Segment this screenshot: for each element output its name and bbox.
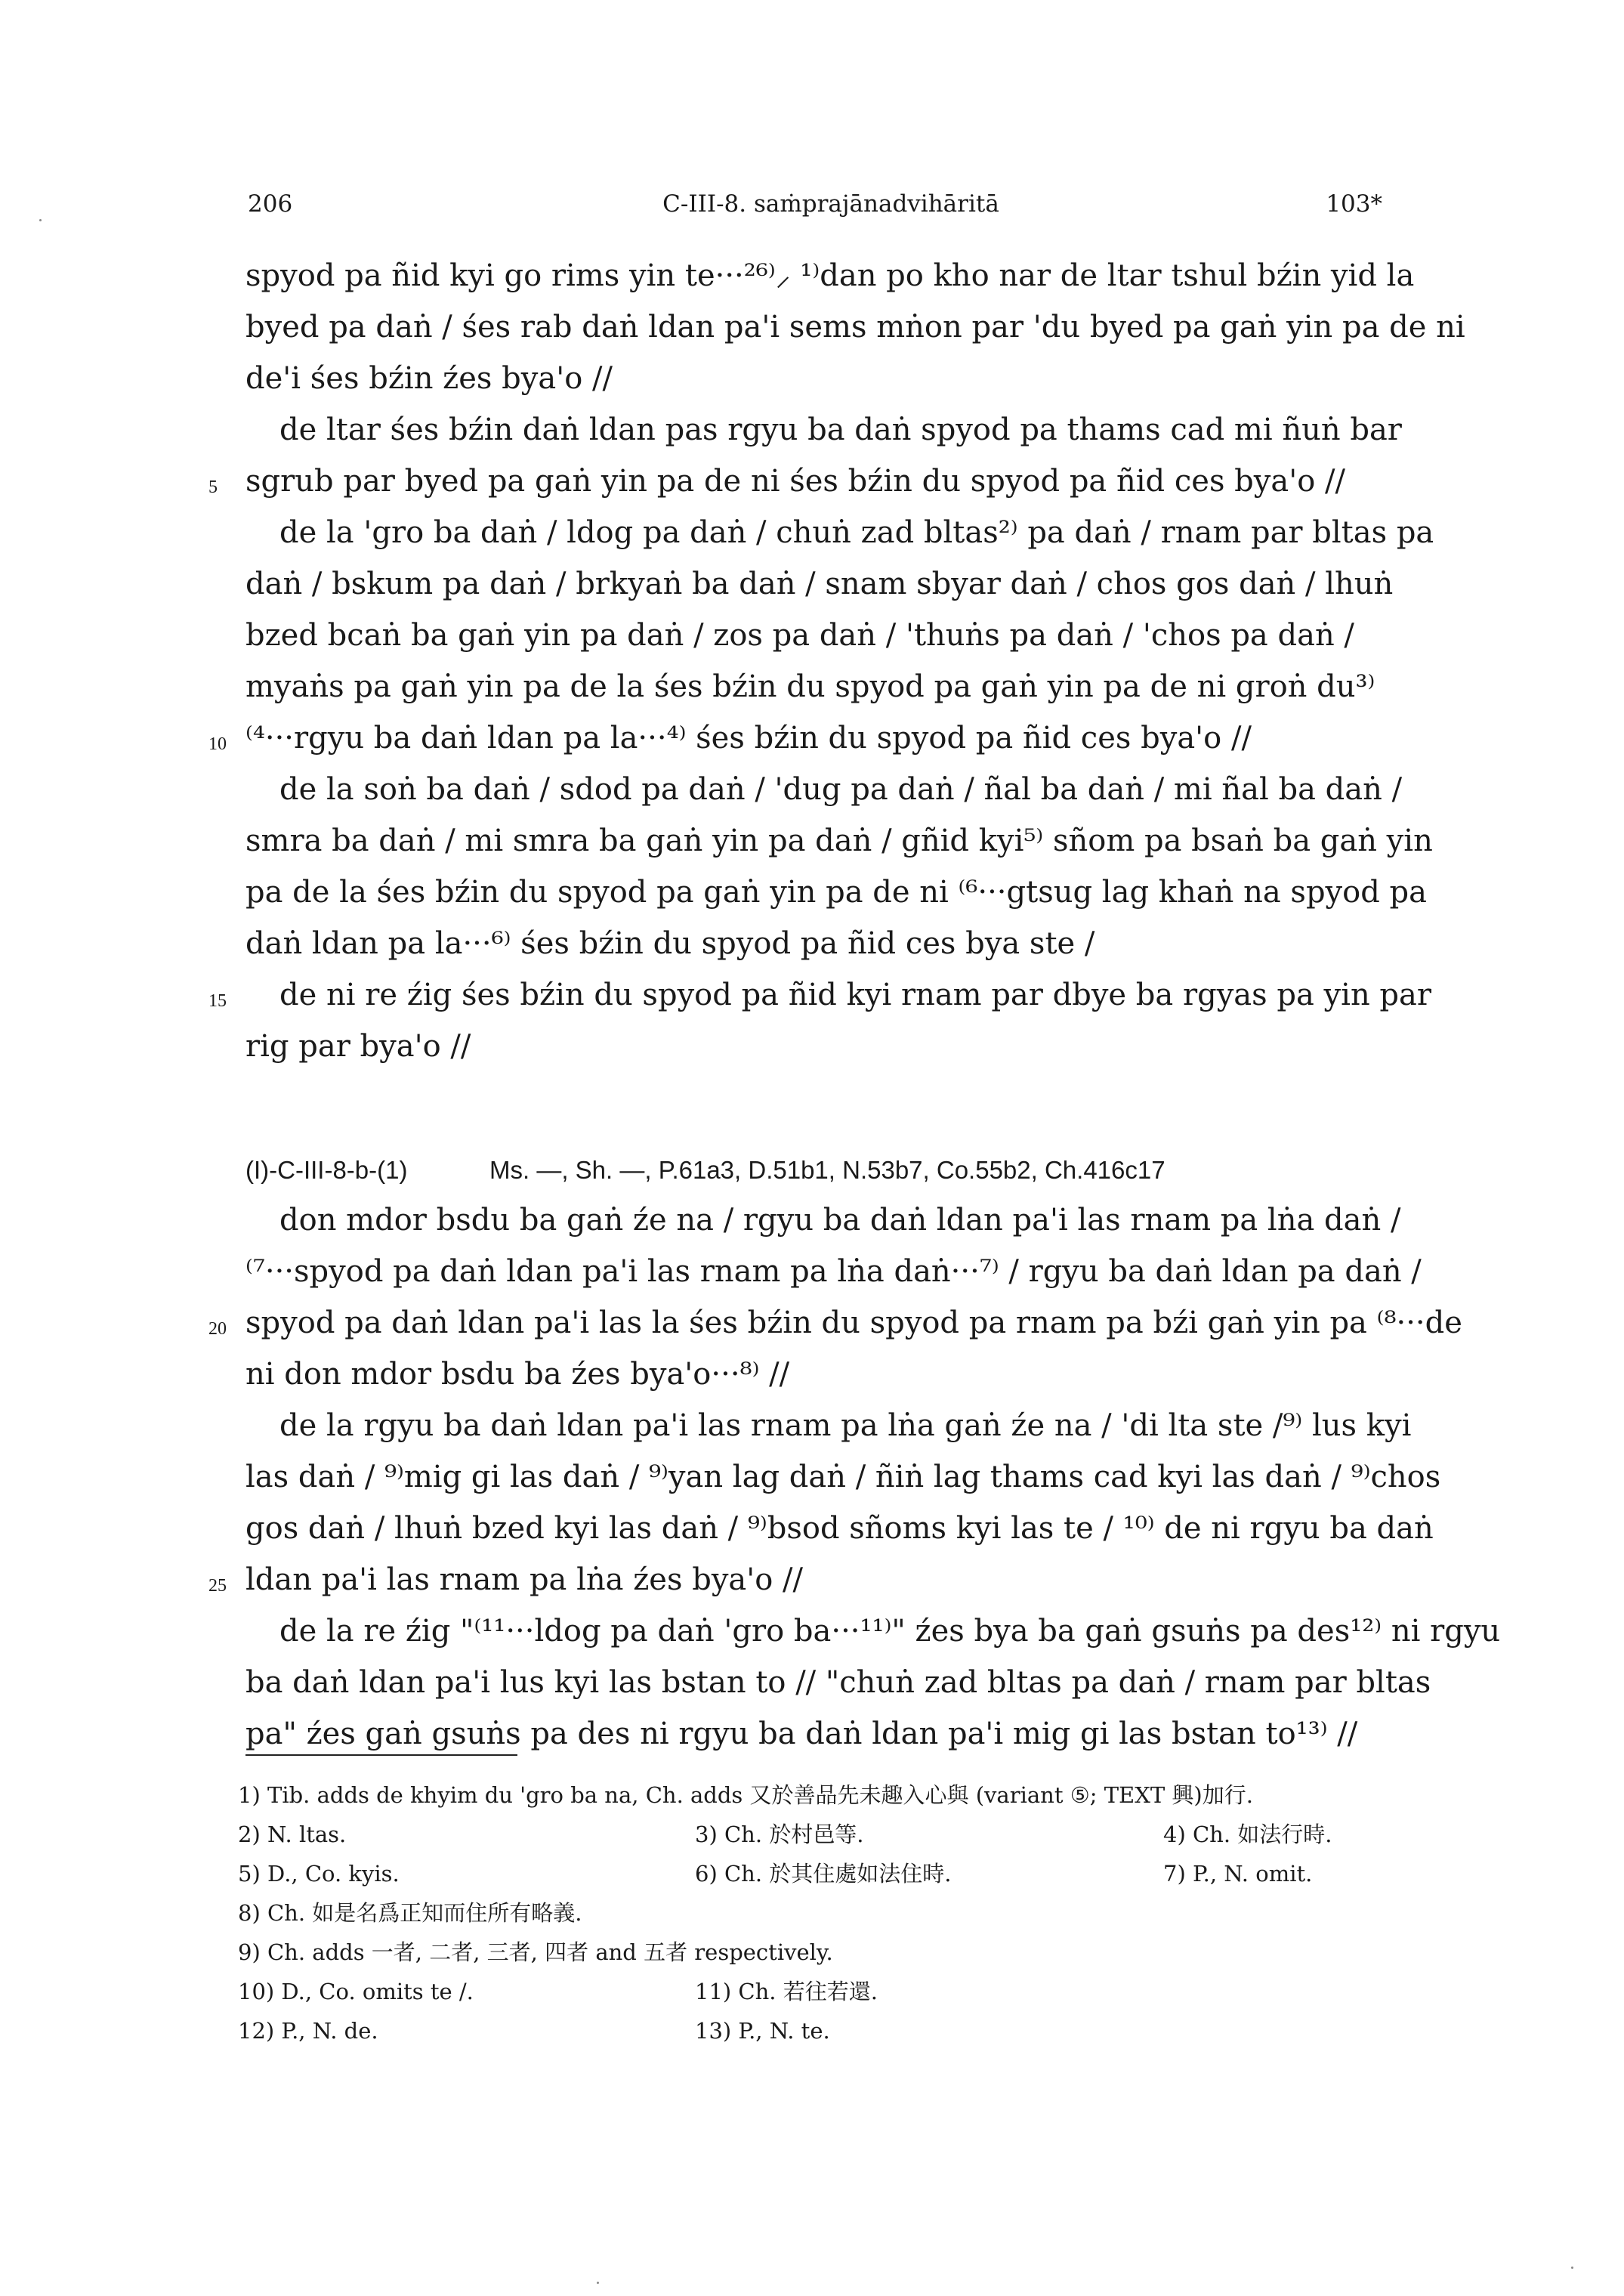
footnote: 1) Tib. adds de khyim du 'gro ba na, Ch. adds 又於善品先未趣入心與 (variant ⑤; TEXT 興)加行. xyxy=(238,1782,1253,1808)
footnote: 6) Ch. 於其住處如法住時. xyxy=(695,1861,952,1887)
text-line: gos daṅ / lhuṅ bzed kyi las daṅ / ⁹⁾bsod sñoms kyi las te / ¹⁰⁾ de ni rgyu ba daṅ xyxy=(245,1511,1434,1546)
section-heading xyxy=(245,1156,1166,1185)
text-line: pa" źes gaṅ gsuṅs pa des ni rgyu ba daṅ ldan pa'i mig gi las bstan to¹³⁾ // xyxy=(245,1717,1358,1751)
text-line: de la 'gro ba daṅ / ldog pa daṅ / chuṅ zad bltas²⁾ pa daṅ / rnam par bltas pa xyxy=(279,515,1434,550)
text-line: de la rgyu ba daṅ ldan pa'i las rnam pa lṅa gaṅ źe na / 'di lta ste /⁹⁾ lus kyi xyxy=(279,1408,1412,1443)
footnote: 12) P., N. de. xyxy=(238,2018,378,2044)
footnote: 10) D., Co. omits te /. xyxy=(238,1979,474,2004)
text-line: las daṅ / ⁹⁾mig gi las daṅ / ⁹⁾yan lag daṅ / ñiṅ lag thams cad kyi las daṅ / ⁹⁾chos xyxy=(245,1460,1441,1494)
line-number: 20 xyxy=(208,1319,227,1339)
text-line: spyod pa ñid kyi go rims yin te···²⁶⁾⸝ ¹⁾dan po kho nar de ltar tshul bźin yid la xyxy=(245,258,1415,293)
text-line: smra ba daṅ / mi smra ba gaṅ yin pa daṅ / gñid kyi⁵⁾ sñom pa bsaṅ ba gaṅ yin xyxy=(245,824,1433,858)
running-title: C-III-8. saṁprajānadvihāritā xyxy=(662,190,999,218)
footnote: 7) P., N. omit. xyxy=(1163,1861,1313,1887)
scan-speck xyxy=(597,2282,599,2284)
footnote: 9) Ch. adds 一者, 二者, 三者, 四者 and 五者 respectively. xyxy=(238,1939,833,1965)
text-line: myaṅs pa gaṅ yin pa de la śes bźin du spyod pa gaṅ yin pa de ni groṅ du³⁾ xyxy=(245,669,1375,704)
text-line: ba daṅ ldan pa'i lus kyi las bstan to // "chuṅ zad bltas pa daṅ / rnam par bltas xyxy=(245,1665,1431,1700)
scan-speck xyxy=(1571,2267,1573,2269)
footnote: 5) D., Co. kyis. xyxy=(238,1861,400,1887)
text-line: ⁽⁴···rgyu ba daṅ ldan pa la···⁴⁾ śes bźin du spyod pa ñid ces bya'o // xyxy=(245,721,1252,756)
line-number: 10 xyxy=(208,734,227,754)
text-line: bzed bcaṅ ba gaṅ yin pa daṅ / zos pa daṅ / 'thuṅs pa daṅ / 'chos pa daṅ / xyxy=(245,618,1354,653)
text-line: daṅ / bskum pa daṅ / brkyaṅ ba daṅ / snam sbyar daṅ / chos gos daṅ / lhuṅ xyxy=(245,567,1394,601)
text-line: de'i śes bźin źes bya'o // xyxy=(245,361,613,396)
text-line: ⁽⁷···spyod pa daṅ ldan pa'i las rnam pa lṅa daṅ···⁷⁾ / rgyu ba daṅ ldan pa daṅ / xyxy=(245,1254,1422,1289)
footnote-rule xyxy=(245,1754,517,1756)
text-line: sgrub par byed pa gaṅ yin pa de ni śes bźin du spyod pa ñid ces bya'o // xyxy=(245,464,1345,499)
text-line: de ni re źig śes bźin du spyod pa ñid kyi rnam par dbye ba rgyas pa yin par xyxy=(279,978,1431,1012)
text-line: de ltar śes bźin daṅ ldan pas rgyu ba daṅ spyod pa thams cad mi ñuṅ bar xyxy=(279,413,1402,447)
section-refs: Ms. —, Sh. —, P.61a3, D.51b1, N.53b7, Co.55b2, Ch.416c17 xyxy=(489,1156,1166,1184)
folio-number: 103* xyxy=(1326,190,1382,218)
footnote: 8) Ch. 如是名爲正知而住所有略義. xyxy=(238,1900,582,1926)
footnote: 3) Ch. 於村邑等. xyxy=(695,1822,864,1847)
text-line: pa de la śes bźin du spyod pa gaṅ yin pa de ni ⁽⁶···gtsug lag khaṅ na spyod pa xyxy=(245,875,1428,910)
text-line: don mdor bsdu ba gaṅ źe na / rgyu ba daṅ ldan pa'i las rnam pa lṅa daṅ / xyxy=(279,1203,1401,1238)
page-number: 206 xyxy=(248,190,293,218)
text-line: rig par bya'o // xyxy=(245,1029,471,1064)
text-line: daṅ ldan pa la···⁶⁾ śes bźin du spyod pa ñid ces bya ste / xyxy=(245,926,1095,961)
text-line: de la soṅ ba daṅ / sdod pa daṅ / 'dug pa daṅ / ñal ba daṅ / mi ñal ba daṅ / xyxy=(279,772,1403,807)
footnote: 4) Ch. 如法行時. xyxy=(1163,1822,1332,1847)
footnote: 2) N. ltas. xyxy=(238,1822,347,1847)
section-tag: (I)-C-III-8-b-(1) xyxy=(245,1156,408,1184)
scan-speck xyxy=(39,219,42,221)
text-line: de la re źig "⁽¹¹···ldog pa daṅ 'gro ba···¹¹⁾" źes bya ba gaṅ gsuṅs pa des¹²⁾ ni rgyu xyxy=(279,1614,1501,1649)
line-number: 25 xyxy=(208,1576,227,1596)
text-line: ldan pa'i las rnam pa lṅa źes bya'o // xyxy=(245,1562,804,1597)
footnote: 13) P., N. te. xyxy=(695,2018,830,2044)
line-number: 15 xyxy=(208,991,227,1011)
line-number: 5 xyxy=(208,477,218,497)
text-line: spyod pa daṅ ldan pa'i las la śes bźin du spyod pa rnam pa bźi gaṅ yin pa ⁽⁸···de xyxy=(245,1306,1462,1340)
text-line: byed pa daṅ / śes rab daṅ ldan pa'i sems mṅon par 'du byed pa gaṅ yin pa de ni xyxy=(245,310,1465,345)
text-line: ni don mdor bsdu ba źes bya'o···⁸⁾ // xyxy=(245,1357,790,1392)
footnote: 11) Ch. 若往若還. xyxy=(695,1979,878,2004)
